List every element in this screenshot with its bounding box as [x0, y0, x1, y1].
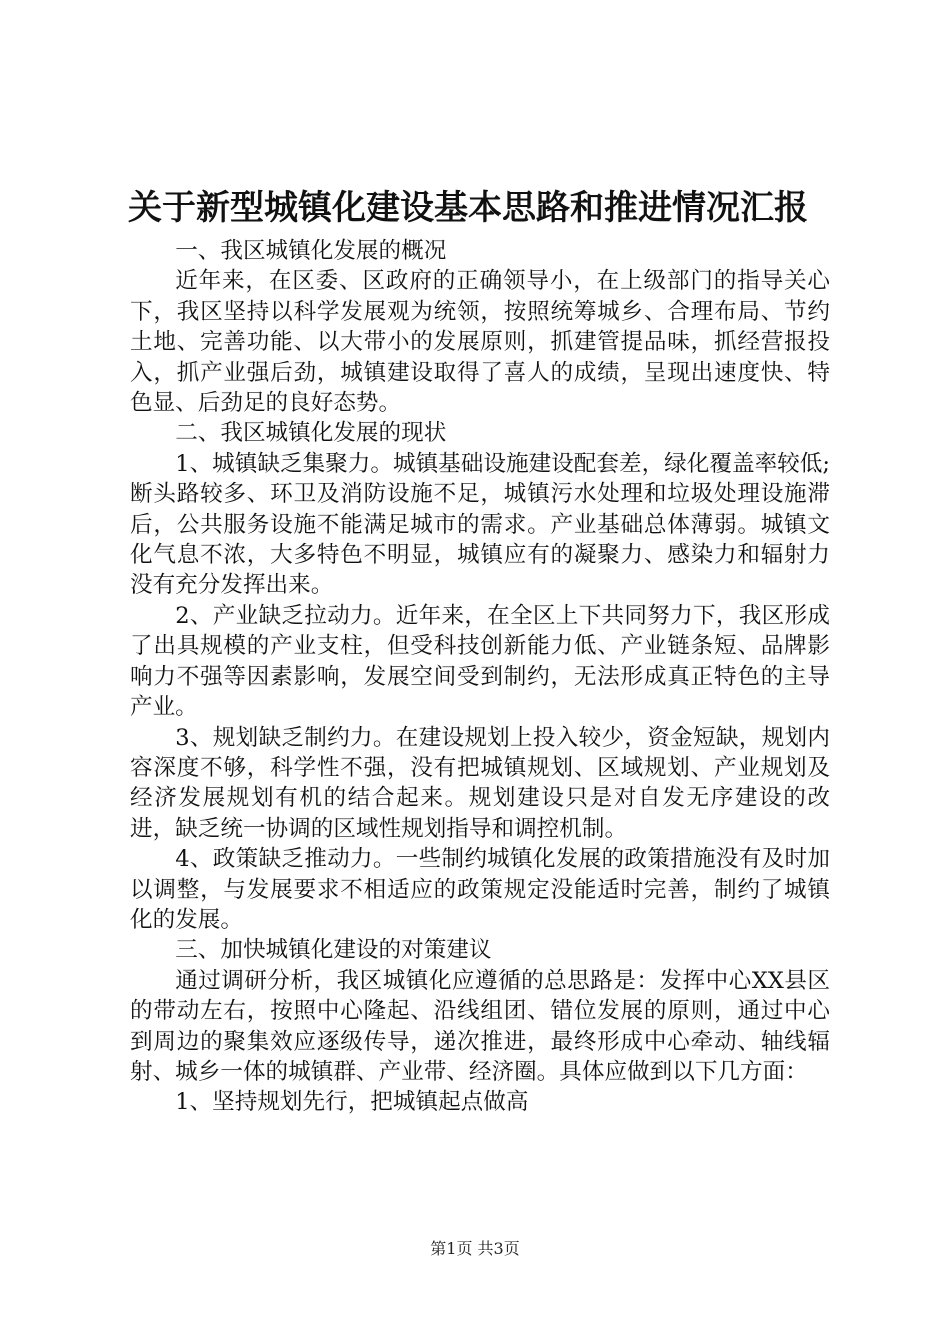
paragraph: 4、政策缺乏推动力。一些制约城镇化发展的政策措施没有及时加以调整，与发展要求不相适应的政策规定没能适时完善，制约了城镇化的发展。	[130, 846, 830, 933]
paragraph: 2、产业缺乏拉动力。近年来，在全区上下共同努力下，我区形成了出具规模的产业支柱，但受科技创新能力低、产业链条短、品牌影响力不强等因素影响，发展空间受到制约，无法形成真正特色的主导产业。	[130, 602, 830, 721]
document-title: 关于新型城镇化建设基本思路和推进情况汇报	[128, 188, 808, 228]
section-heading: 一、我区城镇化发展的概况	[175, 238, 447, 264]
sub-heading: 1、坚持规划先行，把城镇起点做高	[175, 1089, 529, 1116]
paragraph: 3、规划缺乏制约力。在建设规划上投入较少，资金短缺，规划内容深度不够，科学性不强，没有把城镇规划、区域规划、产业规划及经济发展规划有机的结合起来。规划建设只是对自发无序建设的改进，缺乏统一协调的区域性规划指导和调控机制。	[130, 724, 830, 842]
section-heading: 三、加快城镇化建设的对策建议	[175, 937, 492, 964]
document-body	[130, 236, 830, 1118]
section-heading: 二、我区城镇化发展的现状	[175, 420, 447, 447]
paragraph: 1、城镇缺乏集聚力。城镇基础设施建设配套差，绿化覆盖率较低;断头路较多、环卫及消防设施不足，城镇污水处理和垃圾处理设施滞后，公共服务设施不能满足城市的需求。产业基础总体薄弱。城镇文化气息不浓，大多特色不明显，城镇应有的凝聚力、感染力和辐射力没有充分发挥出来。	[130, 450, 830, 599]
page-footer: 第1页 共3页	[430, 1239, 520, 1258]
paragraph: 近年来，在区委、区政府的正确领导小，在上级部门的指导关心下，我区坚持以科学发展观为统领，按照统筹城乡、合理布局、节约土地、完善功能、以大带小的发展原则，抓建管提品味，抓经营报投入，抓产业强后劲，城镇建设取得了喜人的成绩，呈现出速度快、特色显、后劲足的良好态势。	[130, 268, 830, 417]
paragraph: 通过调研分析，我区城镇化应遵循的总思路是：发挥中心XX县区的带动左右，按照中心隆起、沿线组团、错位发展的原则，通过中心到周边的聚集效应逐级传导，递次推进，最终形成中心牵动、轴线辐射、城乡一体的城镇群、产业带、经济圈。具体应做到以下几方面：	[130, 967, 830, 1085]
